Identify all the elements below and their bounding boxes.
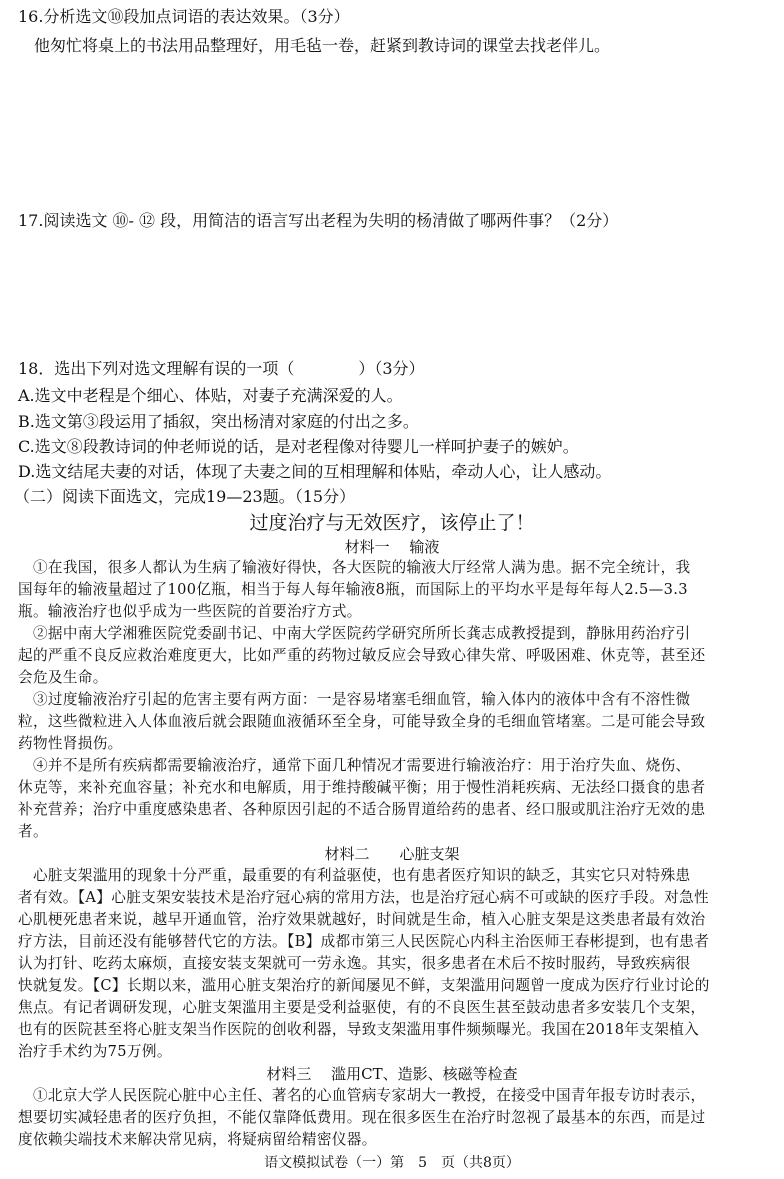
q18-heading: 18．选出下列对选文理解有误的一项（ ）（3分）: [18, 359, 425, 378]
q18-option-c: C.选文⑧段教诗词的仲老师说的话，是对老程像对待婴儿一样呵护妻子的嫉妒。: [18, 437, 579, 456]
material1-line: 起的严重不良反应救治难度更大，比如严重的药物过敏反应会导致心律失常、呼吸困难、休克等，甚至还: [18, 647, 706, 664]
q18-option-b: B.选文第③段运用了插叙，突出杨清对家庭的付出之多。: [18, 412, 419, 431]
q18-option-a: A.选文中老程是个细心、体贴，对妻子充满深爱的人。: [18, 386, 403, 405]
material3-line: 度依赖尖端技术来解决常见病，将疑病留给精密仪器。: [18, 1131, 377, 1148]
article-title: 过度治疗与无效医疗，该停止了！: [249, 512, 535, 534]
material1-line: 瓶。输液治疗也似乎成为一些医院的首要治疗方式。: [18, 603, 362, 620]
material1-line: 会危及生命。: [18, 669, 108, 686]
material1-line: ③过度输液治疗引起的危害主要有两方面：一是容易堵塞毛细血管，输入体内的液体中含有不溶性微: [18, 691, 691, 708]
material2-line: 心脏支架滥用的现象十分严重，最重要的有利益驱使，也有患者医疗知识的缺乏，其实它只对特殊患: [18, 867, 691, 884]
q17-heading: 17.阅读选文 ⑩- ⑫ 段，用简洁的语言写出老程为失明的杨清做了哪两件事？（2分）: [18, 211, 619, 230]
material1-heading: 材料一 输液: [344, 538, 440, 556]
material1-line: 补充营养；治疗中重度感染患者、各种原因引起的不适合肠胃道给药的患者、经口服或肌注治疗无效的患: [18, 801, 706, 818]
material2-line: 焦点。有记者调研发现，心脏支架滥用主要是受利益驱使，有的不良医生甚至鼓动患者多安装几个支架，: [18, 999, 706, 1016]
material3-line: ①北京大学人民医院心脏中心主任、著名的心血管病专家胡大一教授，在接受中国青年报专访时表示，: [18, 1087, 706, 1104]
material3-heading: 材料三 滥用CT、造影、核磁等检查: [266, 1065, 518, 1083]
material2-line: 快就复发。【C】长期以来，滥用心脏支架治疗的新闻屡见不鲜，支架滥用问题曾一度成为医疗行业讨论的: [18, 977, 710, 994]
material2-line: 治疗手术约为75万例。: [18, 1043, 172, 1060]
material1-line: 者。: [18, 823, 48, 840]
material1-line: ②据中南大学湘雅医院党委副书记、中南大学医院药学研究所所长龚志成教授提到，静脉用药治疗引: [18, 625, 691, 642]
q16-heading: 16.分析选文⑩段加点词语的表达效果。（3分）: [18, 7, 350, 26]
material2-line: 心肌梗死患者来说，越早开通血管，治疗效果就越好，时间就是生命，植入心脏支架是这类患者最有效治: [18, 911, 706, 928]
material1-line: 药物性肾损伤。: [18, 735, 123, 752]
material2-heading: 材料二 心脏支架: [324, 845, 460, 863]
material2-line: 也有的医院甚至将心脏支架当作医院的创收利器，导致支架滥用事件频频曝光。我国在2018年支架植入: [18, 1021, 700, 1038]
material3-line: 想要切实减轻患者的医疗负担，不能仅靠降低费用。现在很多医生在治疗时忽视了最基本的东西，而是过: [18, 1109, 706, 1126]
material2-line: 者有效。【A】心脏支架安装技术是治疗冠心病的常用方法，也是治疗冠心病不可或缺的医疗手段。对急性: [18, 889, 710, 906]
material2-line: 认为打针、吃药太麻烦，直接安装支架就可一劳永逸。其实，很多患者在术后不按时服药，导致疾病很: [18, 955, 691, 972]
q18-option-d: D.选文结尾夫妻的对话，体现了夫妻之间的互相理解和体贴，牵动人心，让人感动。: [18, 462, 612, 481]
material1-line: 粒，这些微粒进入人体血液后就会跟随血液循环至全身，可能导致全身的毛细血管堵塞。二是可能会导致: [18, 713, 706, 730]
material1-line: ①在我国，很多人都认为生病了输液好得快，各大医院的输液大厅经常人满为患。据不完全统计，我: [18, 559, 691, 576]
section2-intro: （二）阅读下面选文，完成19—23题。（15分）: [14, 487, 356, 506]
q16-sentence: 他匆忙将桌上的书法用品整理好，用毛毡一卷，赶紧到教诗词的课堂去找老伴儿。: [34, 36, 611, 55]
page-footer: 语文模拟试卷（一）第 5 页（共8页）: [264, 1155, 520, 1171]
material1-line: ④并不是所有疾病都需要输液治疗，通常下面几种情况才需要进行输液治疗：用于治疗失血、烧伤、: [18, 757, 691, 774]
material2-line: 疗方法，目前还没有能够替代它的方法。【B】成都市第三人民医院心内科主治医师王春彬提到，也有患者: [18, 933, 710, 950]
material1-line: 休克等，来补充血容量；补充水和电解质，用于维持酸碱平衡；用于慢性消耗疾病、无法经口摄食的患者: [18, 779, 706, 796]
material1-line: 国每年的输液量超过了100亿瓶，相当于每人每年输液8瓶，而国际上的平均水平是每年每人2.5—3.3: [18, 581, 688, 598]
